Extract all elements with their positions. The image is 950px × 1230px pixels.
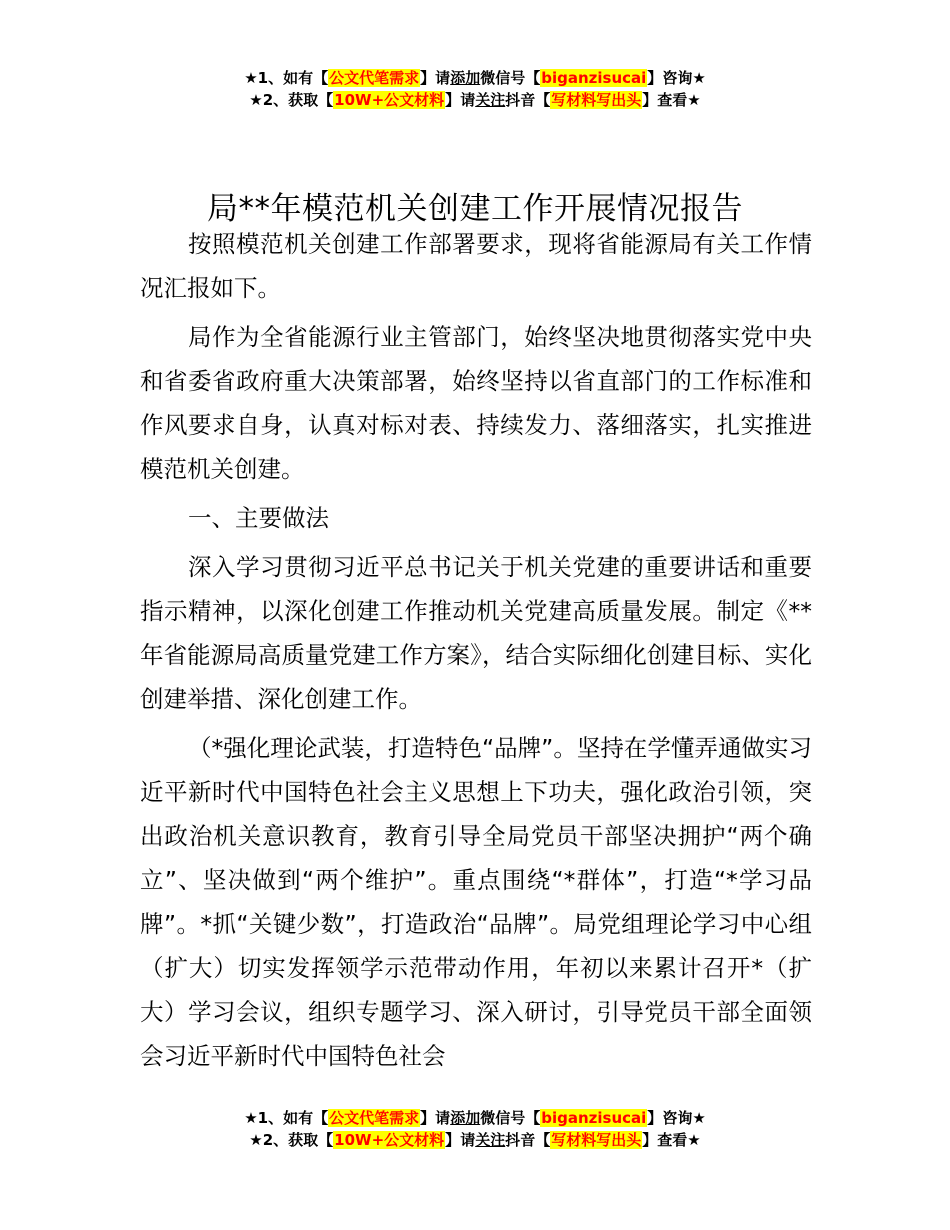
footer-promo-line-2-mid-2: 抖音 [505,1131,536,1149]
promo-line-1-mid-1: 请 [435,69,451,87]
promo-line-1-bracket-open-2: 【 [525,69,541,87]
paragraph-theory-armament: （*强化理论武装，打造特色“品牌”。坚持在学懂弄通做实习近平新时代中国特色社会主义思想上下功夫，强化政治引领，突出政治机关意识教育，教育引导全局党员干部坚决拥护“两个确立”、坚决做到“两个维护”。重点围绕“*群体”，打造“*学习品牌”。*抓“关键少数”，打造政治“品牌”。局党组理论学习中心组（扩大）切实发挥领学示范带动作用，年初以来累计召开*（扩大）学习会议，组织专题学习、深入研讨，引导党员干部全面领会习近平新时代中国特色社会 [140,734,812,1070]
footer-promo-line-2-mid-1: 请 [460,1131,476,1149]
promo-line-2-prefix: ★2、获取 [249,91,319,109]
footer-promo-line-1 [0,1107,950,1129]
promo-line-2-underlined: 关注 [475,91,506,109]
footer-promo-line-1-prefix: ★1、如有 [244,1109,314,1127]
paragraph-intro: 按照模范机关创建工作部署要求，现将省能源局有关工作情况汇报如下。 [140,230,812,302]
promo-line-1-prefix: ★1、如有 [244,69,314,87]
promo-line-1-underlined: 添加 [450,69,481,87]
promo-line-2-mid-1: 请 [460,91,476,109]
footer-promo-line-1-underlined: 添加 [450,1109,481,1127]
footer-promo-line-2-prefix: ★2、获取 [249,1131,319,1149]
header-promo-banner [0,67,950,111]
promo-line-2-bracket-open-1: 【 [318,91,334,109]
promo-line-2-bracket-close-1: 】 [445,91,461,109]
promo-line-1 [0,67,950,89]
footer-promo-line-1-bracket-close-2: 】 [647,1109,663,1127]
promo-line-2-suffix: 查看★ [657,91,701,109]
footer-promo-line-1-bracket-open-2: 【 [525,1109,541,1127]
footer-promo-line-2-bracket-open-1: 【 [318,1131,334,1149]
footer-promo-line-2-bracket-close-2: 】 [642,1131,658,1149]
footer-promo-line-2-bracket-open-2: 【 [535,1131,551,1149]
promo-line-2-mid-2: 抖音 [505,91,536,109]
footer-promo-line-1-bracket-open-1: 【 [313,1109,329,1127]
promo-line-2-bracket-close-2: 】 [642,91,658,109]
paragraph-study: 深入学习贯彻习近平总书记关于机关党建的重要讲话和重要指示精神，以深化创建工作推动机关党建高质量发展。制定《**年省能源局高质量党建工作方案》，结合实际细化创建目标、实化创建举措、深化创建工作。 [140,553,812,713]
promo-line-1-bracket-close-2: 】 [647,69,663,87]
promo-line-1-bracket-close-1: 】 [420,69,436,87]
promo-line-2 [0,89,950,111]
footer-promo-line-2-underlined: 关注 [475,1131,506,1149]
promo-line-1-bracket-open-1: 【 [313,69,329,87]
promo-line-2-highlight-2: 写材料写出头 [551,91,642,109]
promo-line-1-suffix: 咨询★ [662,69,706,87]
document-body [140,222,812,1083]
promo-line-1-mid-2: 微信号 [480,69,526,87]
footer-promo-line-1-highlight-1: 公文代笔需求 [329,1109,420,1127]
section-heading-main-practices: 一、主要做法 [188,504,329,532]
footer-promo-line-2-suffix: 查看★ [657,1131,701,1149]
promo-line-1-highlight-2: biganzisucai [541,69,647,87]
footer-promo-banner [0,1107,950,1151]
footer-promo-line-2-highlight-2: 写材料写出头 [551,1131,642,1149]
footer-promo-line-1-mid-2: 微信号 [480,1109,526,1127]
footer-promo-line-2-highlight-1: 10W+公文材料 [334,1131,445,1149]
paragraph-overview: 局作为全省能源行业主管部门，始终坚决地贯彻落实党中央和省委省政府重大决策部署，始终坚持以省直部门的工作标准和作风要求自身，认真对标对表、持续发力、落细落实，扎实推进模范机关创建。 [140,323,812,483]
promo-line-2-highlight-1: 10W+公文材料 [334,91,445,109]
promo-line-2-bracket-open-2: 【 [535,91,551,109]
footer-promo-line-1-mid-1: 请 [435,1109,451,1127]
footer-promo-line-2-bracket-close-1: 】 [445,1131,461,1149]
footer-promo-line-1-highlight-2: biganzisucai [541,1109,647,1127]
document-title: 局**年模范机关创建工作开展情况报告 [207,190,743,227]
footer-promo-line-1-suffix: 咨询★ [662,1109,706,1127]
footer-promo-line-1-bracket-close-1: 】 [420,1109,436,1127]
footer-promo-line-2 [0,1129,950,1151]
promo-line-1-highlight-1: 公文代笔需求 [329,69,420,87]
